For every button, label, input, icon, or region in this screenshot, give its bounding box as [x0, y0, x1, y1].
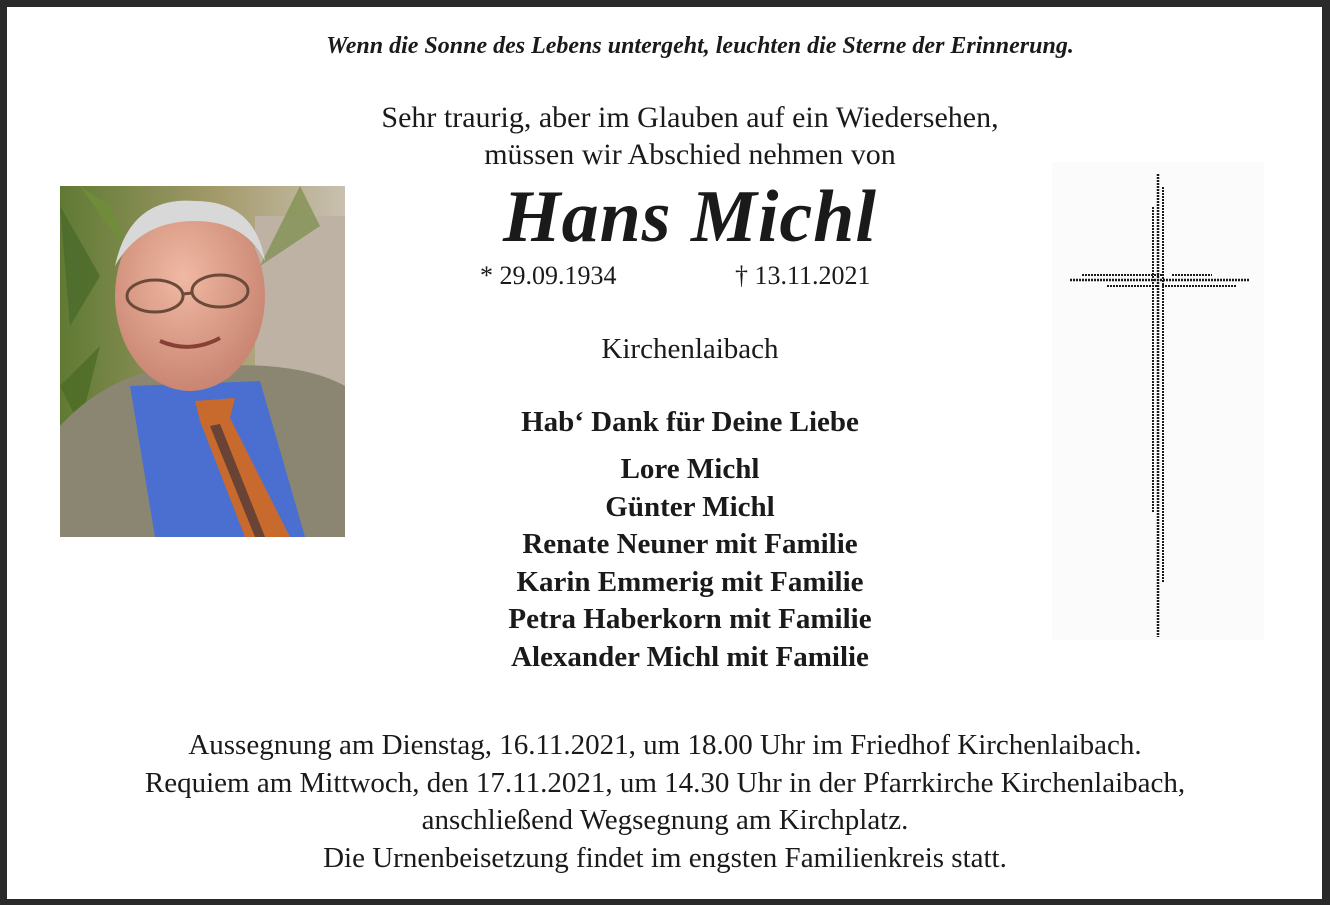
mourner-name: Lore Michl — [620, 453, 760, 485]
death-date: † 13.11.2021 — [735, 261, 871, 290]
intro-line-1: Sehr traurig, aber im Glauben auf ein Wiedersehen, — [381, 101, 999, 134]
hometown: Kirchenlaibach — [601, 333, 779, 365]
mourner-name: Karin Emmerig mit Familie — [516, 565, 864, 598]
motto: Wenn die Sonne des Lebens untergeht, leuchten die Sterne der Erinnerung. — [326, 33, 1074, 59]
portrait-photo — [60, 186, 345, 537]
mourner-name: Renate Neuner mit Familie — [522, 528, 858, 560]
birth-date: * 29.09.1934 — [480, 261, 617, 290]
mourner-name: Alexander Michl mit Familie — [511, 640, 869, 673]
service-line: anschließend Wegsegnung am Kirchplatz. — [421, 804, 909, 836]
service-line: Requiem am Mittwoch, den 17.11.2021, um 14.30 Uhr in der Pfarrkirche Kirchenlaibach, — [144, 766, 1186, 799]
service-line: Aussegnung am Dienstag, 16.11.2021, um 18.00 Uhr im Friedhof Kirchenlaibach. — [188, 729, 1142, 761]
mourner-name: Petra Haberkorn mit Familie — [508, 603, 872, 635]
mourners-list — [390, 451, 990, 676]
deceased-name: Hans Michl — [503, 176, 877, 258]
mourner-name: Günter Michl — [605, 490, 775, 523]
service-info — [20, 727, 1310, 877]
intro-text — [290, 99, 1090, 173]
service-line: Die Urnenbeisetzung findet im engsten Familienkreis statt. — [323, 841, 1007, 874]
intro-line-2: müssen wir Abschied nehmen von — [484, 138, 896, 171]
cross-icon — [1052, 162, 1264, 640]
thanks-line: Hab‘ Dank für Deine Liebe — [521, 406, 859, 438]
